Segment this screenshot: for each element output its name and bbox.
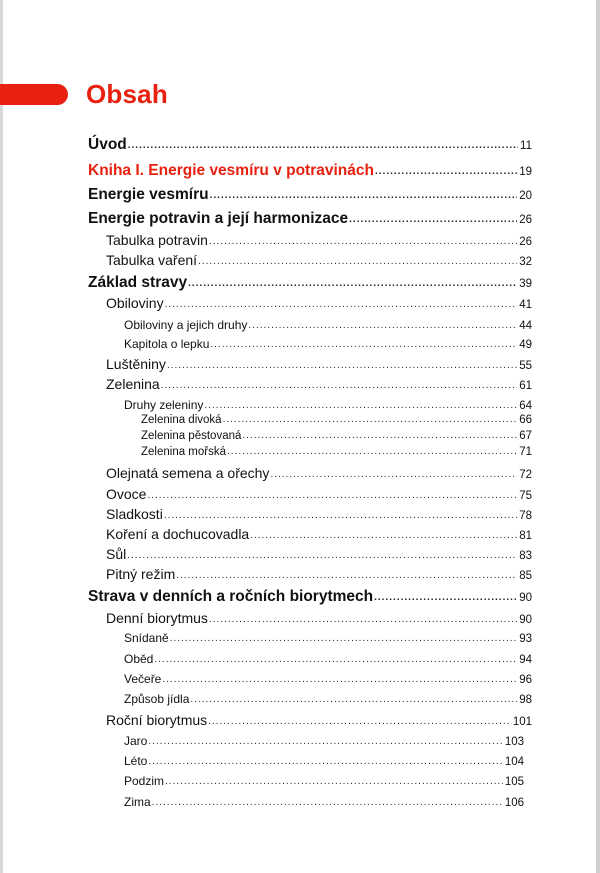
toc-leader-dots (227, 446, 517, 457)
toc-entry-energie-vesmiru[interactable] (88, 186, 532, 204)
toc-entry-leto[interactable] (124, 754, 524, 768)
toc-entry-jaro[interactable] (124, 734, 524, 748)
toc-entry-label: Oběd (124, 652, 154, 666)
toc-entry-label: Ovoce (106, 486, 147, 502)
toc-entry-label: Kniha I. Energie vesmíru v potravinách (88, 162, 374, 179)
toc-entry-page: 26 (519, 214, 532, 226)
toc-leader-dots (208, 716, 511, 727)
toc-leader-dots (198, 256, 517, 267)
toc-entry-label: Energie potravin a její harmonizace (88, 210, 349, 227)
toc-entry-label: Kapitola o lepku (124, 337, 210, 351)
toc-entry-page: 11 (520, 140, 532, 152)
toc-entry-page: 103 (504, 736, 524, 748)
toc-leader-dots (164, 510, 517, 521)
toc-entry-kapitola-o-lepku[interactable] (124, 337, 532, 351)
title-accent-bar (0, 84, 68, 105)
toc-entry-page: 83 (519, 550, 532, 562)
toc-leader-dots (210, 190, 518, 201)
toc-leader-dots (165, 776, 503, 787)
toc-leader-dots (248, 320, 517, 331)
toc-entry-label: Zelenina mořská (141, 446, 227, 458)
toc-entry-tabulka-potravin[interactable] (106, 232, 532, 248)
toc-entry-zelenina-morska[interactable] (141, 446, 532, 458)
toc-entry-snidane[interactable] (124, 631, 532, 645)
toc-leader-dots (210, 339, 517, 350)
toc-entry-label: Zelenina divoká (141, 414, 222, 426)
toc-entry-label: Snídaně (124, 631, 169, 645)
toc-leader-dots (170, 633, 517, 644)
toc-entry-energie-potravin[interactable] (88, 210, 532, 228)
toc-entry-page: 20 (519, 190, 532, 202)
toc-entry-zelenina[interactable] (106, 376, 532, 392)
toc-entry-page: 90 (519, 614, 532, 626)
toc-entry-label: Strava v denních a ročních biorytmech (88, 588, 374, 605)
toc-entry-page: 66 (519, 414, 532, 426)
toc-entry-zelenina-pestovana[interactable] (141, 430, 532, 442)
toc-leader-dots (152, 797, 503, 808)
toc-entry-label: Olejnatá semena a ořechy (106, 465, 270, 481)
toc-entry-label: Luštěniny (106, 356, 166, 372)
toc-entry-page: 72 (519, 469, 532, 481)
toc-entry-label: Koření a dochucovadla (106, 526, 250, 542)
toc-entry-vecere[interactable] (124, 672, 532, 686)
toc-entry-page: 96 (519, 674, 532, 686)
toc-entry-label: Zelenina pěstovaná (141, 430, 242, 442)
toc-leader-dots (190, 694, 517, 705)
toc-entry-page: 71 (519, 446, 532, 458)
page-title: Obsah (86, 79, 168, 109)
toc-leader-dots (204, 400, 517, 411)
toc-leader-dots (154, 654, 517, 665)
toc-entry-label: Tabulka potravin (106, 232, 208, 248)
toc-leader-dots (209, 614, 517, 625)
table-of-contents (88, 0, 532, 873)
page-right-edge (596, 0, 600, 873)
toc-entry-page: 78 (519, 510, 532, 522)
toc-entry-page: 64 (519, 400, 532, 412)
toc-entry-label: Zima (124, 795, 151, 809)
toc-entry-olejnata-semena[interactable] (106, 465, 532, 481)
toc-entry-page: 19 (519, 166, 532, 178)
toc-leader-dots (375, 166, 517, 177)
toc-leader-dots (223, 414, 518, 425)
toc-entry-obiloviny[interactable] (106, 295, 532, 311)
toc-entry-page: 75 (519, 490, 532, 502)
toc-entry-label: Energie vesmíru (88, 186, 209, 203)
toc-leader-dots (270, 469, 517, 480)
toc-entry-page: 85 (519, 570, 532, 582)
toc-entry-label: Druhy zeleniny (124, 398, 204, 412)
toc-leader-dots (165, 299, 518, 310)
toc-entry-sul[interactable] (106, 546, 532, 562)
page-left-edge (0, 0, 3, 873)
toc-entry-lusteniny[interactable] (106, 356, 532, 372)
toc-entry-label: Podzim (124, 774, 165, 788)
toc-entry-podzim[interactable] (124, 774, 524, 788)
toc-entry-zaklad-stravy[interactable] (88, 274, 532, 292)
toc-entry-ovoce[interactable] (106, 486, 532, 502)
toc-entry-zelenina-divoka[interactable] (141, 414, 532, 426)
toc-entry-label: Zelenina (106, 376, 160, 392)
toc-leader-dots (349, 214, 517, 225)
toc-leader-dots (161, 380, 518, 391)
toc-entry-obed[interactable] (124, 652, 532, 666)
toc-entry-page: 101 (512, 716, 532, 728)
toc-entry-page: 26 (519, 236, 532, 248)
toc-entry-page: 104 (504, 756, 524, 768)
toc-leader-dots (128, 140, 518, 151)
toc-entry-page: 55 (519, 360, 532, 372)
toc-entry-label: Léto (124, 754, 148, 768)
toc-entry-label: Základ stravy (88, 274, 188, 291)
toc-entry-page: 49 (519, 339, 532, 351)
toc-entry-page: 90 (519, 592, 532, 604)
toc-entry-page: 94 (519, 654, 532, 666)
toc-entry-obiloviny-druhy[interactable] (124, 318, 532, 332)
toc-leader-dots (176, 570, 517, 581)
toc-entry-druhy-zeleniny[interactable] (124, 398, 532, 412)
toc-entry-uvod[interactable] (88, 136, 532, 154)
toc-entry-page: 98 (519, 694, 532, 706)
toc-leader-dots (162, 674, 517, 685)
toc-entry-page: 39 (519, 278, 532, 290)
toc-leader-dots (148, 756, 502, 767)
toc-entry-page: 32 (519, 256, 532, 268)
toc-entry-label: Způsob jídla (124, 692, 190, 706)
toc-entry-page: 105 (504, 776, 524, 788)
toc-entry-label: Tabulka vaření (106, 252, 198, 268)
toc-entry-page: 93 (519, 633, 532, 645)
toc-entry-tabulka-vareni[interactable] (106, 252, 532, 268)
toc-entry-denni-biorytmus[interactable] (106, 610, 532, 626)
toc-entry-pitny-rezim[interactable] (106, 566, 532, 582)
toc-entry-page: 44 (519, 320, 532, 332)
toc-entry-label: Obiloviny (106, 295, 164, 311)
toc-entry-label: Denní biorytmus (106, 610, 208, 626)
toc-entry-rocni-biorytmus[interactable] (106, 712, 532, 728)
toc-entry-label: Pitný režim (106, 566, 176, 582)
toc-entry-sladkosti[interactable] (106, 506, 532, 522)
toc-entry-page: 67 (519, 430, 532, 442)
toc-entry-page: 106 (504, 797, 524, 809)
toc-leader-dots (167, 360, 517, 371)
toc-entry-label: Jaro (124, 734, 148, 748)
toc-entry-label: Roční biorytmus (106, 712, 208, 728)
toc-leader-dots (188, 278, 517, 289)
toc-entry-label: Sladkosti (106, 506, 163, 522)
toc-leader-dots (209, 236, 517, 247)
toc-entry-strava-biorytmy[interactable] (88, 588, 532, 606)
toc-leader-dots (242, 430, 517, 441)
toc-entry-page: 61 (519, 380, 532, 392)
toc-entry-page: 81 (519, 530, 532, 542)
toc-entry-zpusob-jidla[interactable] (124, 692, 532, 706)
toc-leader-dots (374, 592, 517, 603)
toc-entry-label: Úvod (88, 136, 127, 153)
toc-entry-label: Večeře (124, 672, 162, 686)
toc-entry-label: Obiloviny a jejich druhy (124, 318, 248, 332)
toc-leader-dots (147, 490, 517, 501)
toc-leader-dots (148, 736, 502, 747)
toc-entry-kniha-1[interactable] (88, 162, 532, 180)
toc-entry-zima[interactable] (124, 795, 524, 809)
toc-entry-page: 41 (519, 299, 532, 311)
toc-entry-koreni[interactable] (106, 526, 532, 542)
toc-entry-label: Sůl (106, 546, 127, 562)
toc-leader-dots (250, 530, 517, 541)
toc-leader-dots (127, 550, 517, 561)
